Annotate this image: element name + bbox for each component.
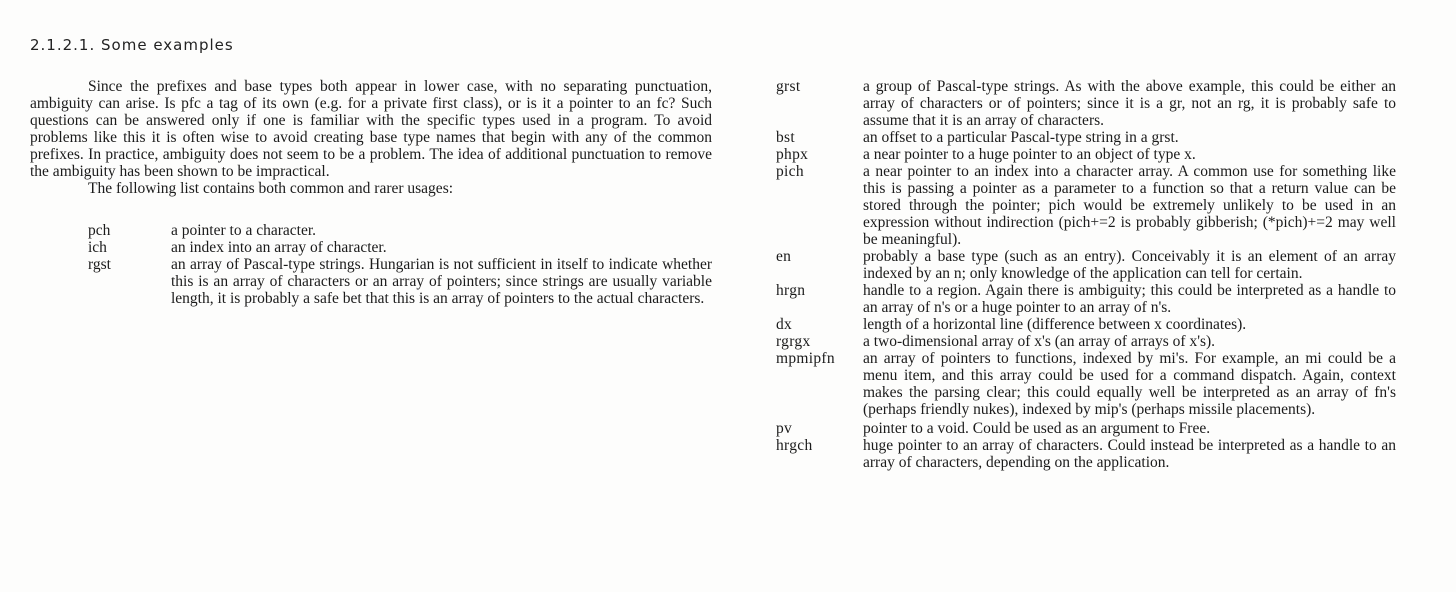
list-item-definition: an array of Pascal-type strings. Hungarian is not sufficient in itself to indicate whether this is an array of characters or an array of pointers; since strings are usually variable length, it is probably a safe bet that this is an array of pointers to the actual characters. — [171, 256, 712, 307]
list-item — [776, 420, 1396, 437]
left-column — [30, 78, 712, 307]
list-item-term: pich — [776, 163, 804, 180]
list-item-term: hrgn — [776, 282, 806, 299]
list-item-definition: length of a horizontal line (difference between x coordinates). — [863, 316, 1247, 333]
list-item — [776, 350, 1396, 418]
list-item-definition: probably a base type (such as an entry). Conceivably it is an element of an array indexed by an n; only knowledge of the application can tell for certain. — [863, 248, 1396, 282]
list-intro-paragraph: The following list contains both common and rarer usages: — [88, 180, 454, 197]
list-item-definition: a pointer to a character. — [171, 222, 317, 239]
intro-paragraph: Since the prefixes and base types both appear in lower case, with no separating punctuation, ambiguity can arise. Is pfc a tag of its own (e.g. for a private first class), or is it a pointer to an fc? Such questions can be answered only if one is familiar with the specific types used in a program. To avoid problems like this it is often wise to avoid creating base type names that begin with any of the common prefixes. In practice, ambiguity does not seem to be a problem. The idea of additional punctuation to remove the ambiguity has been shown to be impractical. — [30, 78, 712, 180]
list-item-term: grst — [776, 78, 801, 95]
list-item — [776, 146, 1396, 163]
list-item-definition: pointer to a void. Could be used as an argument to Free. — [863, 420, 1211, 437]
list-item — [776, 333, 1396, 350]
list-item — [776, 129, 1396, 146]
right-column — [776, 78, 1396, 471]
list-item-term: mpmipfn — [776, 350, 835, 367]
list-item-term: ich — [88, 239, 107, 256]
list-item — [30, 239, 712, 256]
list-item-definition: a near pointer to a huge pointer to an object of type x. — [863, 146, 1196, 163]
list-item — [776, 78, 1396, 129]
list-item — [30, 222, 712, 239]
list-item-definition: huge pointer to an array of characters. Could instead be interpreted as a handle to an array of characters, depending on the application. — [863, 437, 1396, 471]
list-item — [776, 282, 1396, 316]
list-item-term: en — [776, 248, 792, 265]
list-item — [776, 248, 1396, 282]
list-item-term: hrgch — [776, 437, 813, 454]
list-item-definition: an offset to a particular Pascal-type string in a grst. — [863, 129, 1179, 146]
list-item-term: phpx — [776, 146, 809, 163]
list-item — [776, 437, 1396, 471]
list-item-term: pv — [776, 420, 793, 437]
list-item — [776, 163, 1396, 248]
list-item-definition: a near pointer to an index into a character array. A common use for something like this is passing a pointer as a parameter to a function so that a return value can be stored through the pointer; pich would be extremely unlikely to be used in an expression without indirection (pich+=2 is probably gibberish; (*pich)+=2 may well be meaningful). — [863, 163, 1396, 248]
list-item-term: bst — [776, 129, 795, 146]
list-item-term: rgst — [88, 256, 111, 273]
list-item — [776, 316, 1396, 333]
list-item — [30, 256, 712, 307]
list-item-term: rgrgx — [776, 333, 811, 350]
left-usage-list — [30, 222, 712, 307]
list-item-definition: handle to a region. Again there is ambiguity; this could be interpreted as a handle to an array of n's or a huge pointer to an array of n's. — [863, 282, 1396, 316]
list-item-definition: a group of Pascal-type strings. As with the above example, this could be either an array of characters or of pointers; since it is a gr, not an rg, it is probably safe to assume that it is an array of characters. — [863, 78, 1396, 129]
section-heading: 2.1.2.1. Some examples — [30, 36, 234, 54]
list-item-definition: an array of pointers to functions, indexed by mi's. For example, an mi could be a menu item, and this array could be used for a command dispatch. Again, context makes the parsing clear; this could equally well be interpreted as an array of fn's (perhaps friendly nukes), indexed by mip's (perhaps missile placements). — [863, 350, 1396, 418]
list-item-definition: an index into an array of character. — [171, 239, 387, 256]
list-item-term: pch — [88, 222, 111, 239]
list-item-term: dx — [776, 316, 793, 333]
list-item-definition: a two-dimensional array of x's (an array of arrays of x's). — [863, 333, 1216, 350]
